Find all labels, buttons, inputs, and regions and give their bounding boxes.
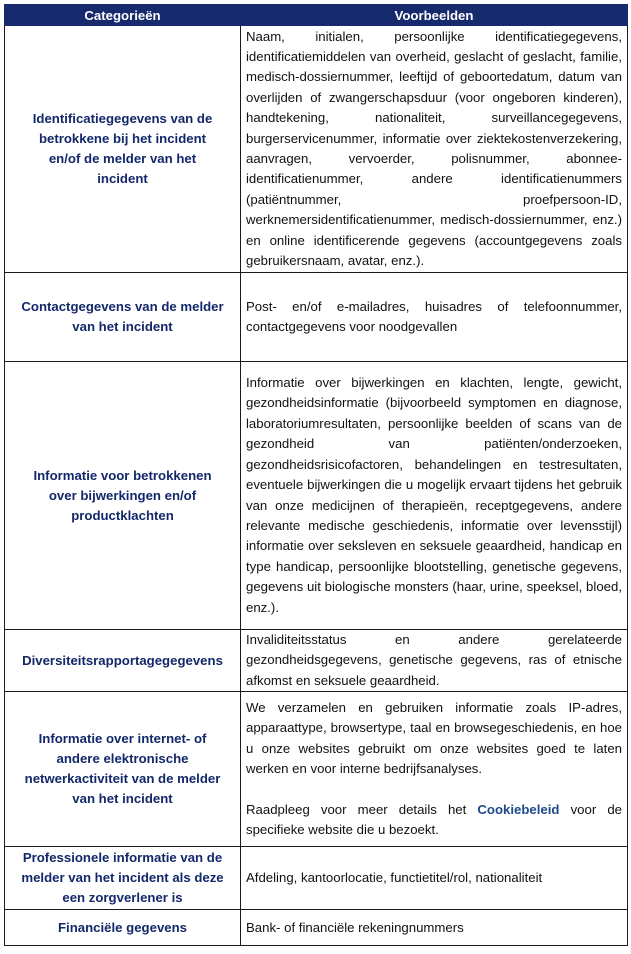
examples-cell: Naam, initialen, persoonlijke identificatiegegevens, identificatiemiddelen van overheid, geslacht of geslacht, familie, medisch-dossiernummer, leeftijd of geboortedatum, datum van overlijden of zwangerschapsduur (voor ongeboren kinderen), handtekening, nationaliteit, surveillancegegevens, burgerservicenummer, informatie over ziektekostenverzekering, aanvragen, vervoerder, polisnummer, abonnee-identificatienummer, andere identificatienummers (patiëntnummer, proefpersoon-ID, werknemersidentificatienummer, medisch-dossiernummer, enz.) en online identificerende gegevens (accountgegevens zoals gebruikersnaam, avatar, enz.). [241,26,628,273]
examples-cell: Bank- of financiële rekeningnummers [241,910,628,946]
examples-cell [241,692,628,847]
examples-cell: Afdeling, kantoorlocatie, functietitel/rol, nationaliteit [241,847,628,910]
header-categories: Categorieën [5,5,241,26]
category-cell: Financiële gegevens [5,910,241,946]
category-cell: Diversiteitsrapportagegegevens [5,630,241,692]
examples-note [246,800,622,841]
category-cell: Professionele informatie van de melder van het incident als deze een zorgverlener is [5,847,241,910]
examples-cell: Post- en/of e-mailadres, huisadres of telefoonnummer, contactgegevens voor noodgevallen [241,273,628,362]
category-cell: Informatie voor betrokkenen over bijwerkingen en/of productklachten [5,362,241,630]
table-row [5,362,628,630]
examples-cell: Invaliditeitsstatus en andere gerelateerde gezondheidsgegevens, genetische gegevens, ras of etnische afkomst en seksuele geaardheid. [241,630,628,692]
category-cell: Identificatiegegevens van de betrokkene bij het incident en/of de melder van het incident [5,26,241,273]
table-row [5,847,628,910]
table-row [5,630,628,692]
cookie-policy-link[interactable]: Cookiebeleid [477,801,560,817]
table-row [5,273,628,362]
header-examples: Voorbeelden [241,5,628,26]
table-row [5,26,628,273]
examples-cell: Informatie over bijwerkingen en klachten, lengte, gewicht, gezondheidsinformatie (bijvoorbeeld symptomen en diagnose, laboratoriumresultaten, persoonlijke beelden of scans van de gezondheid van patiënten/onderzoeken, gezondheidsrisicofactoren, behandelingen en testresultaten, eventuele bijwerkingen die u mogelijk ervaart tijdens het gebruik van onze medicijnen of therapieën, receptgegevens, andere relevante medische geschiedenis, informatie over levensstijl) informatie over seksleven en seksuele geaardheid, handicap en type handicap, persoonlijke blootstelling, genetische gegevens, gegevens uit biologische monsters (haar, urine, speeksel, bloed, enz.). [241,362,628,630]
examples-paragraph: We verzamelen en gebruiken informatie zoals IP-adres, apparaattype, browsertype, taal en browsegeschiedenis, en hoe u onze websites gebruikt om onze websites goed te laten werken en voor interne bedrijfsanalyses. [246,700,622,777]
category-cell: Contactgegevens van de melder van het incident [5,273,241,362]
table-header-row [5,5,628,26]
table-row [5,910,628,946]
note-prefix: Raadpleeg voor meer details het [246,801,467,817]
table-row [5,692,628,847]
data-categories-table [4,4,628,946]
category-cell: Informatie over internet- of andere elektronische netwerkactiviteit van de melder van het incident [5,692,241,847]
note-suffix: voor de specifieke website die u bezoekt. [246,801,622,838]
